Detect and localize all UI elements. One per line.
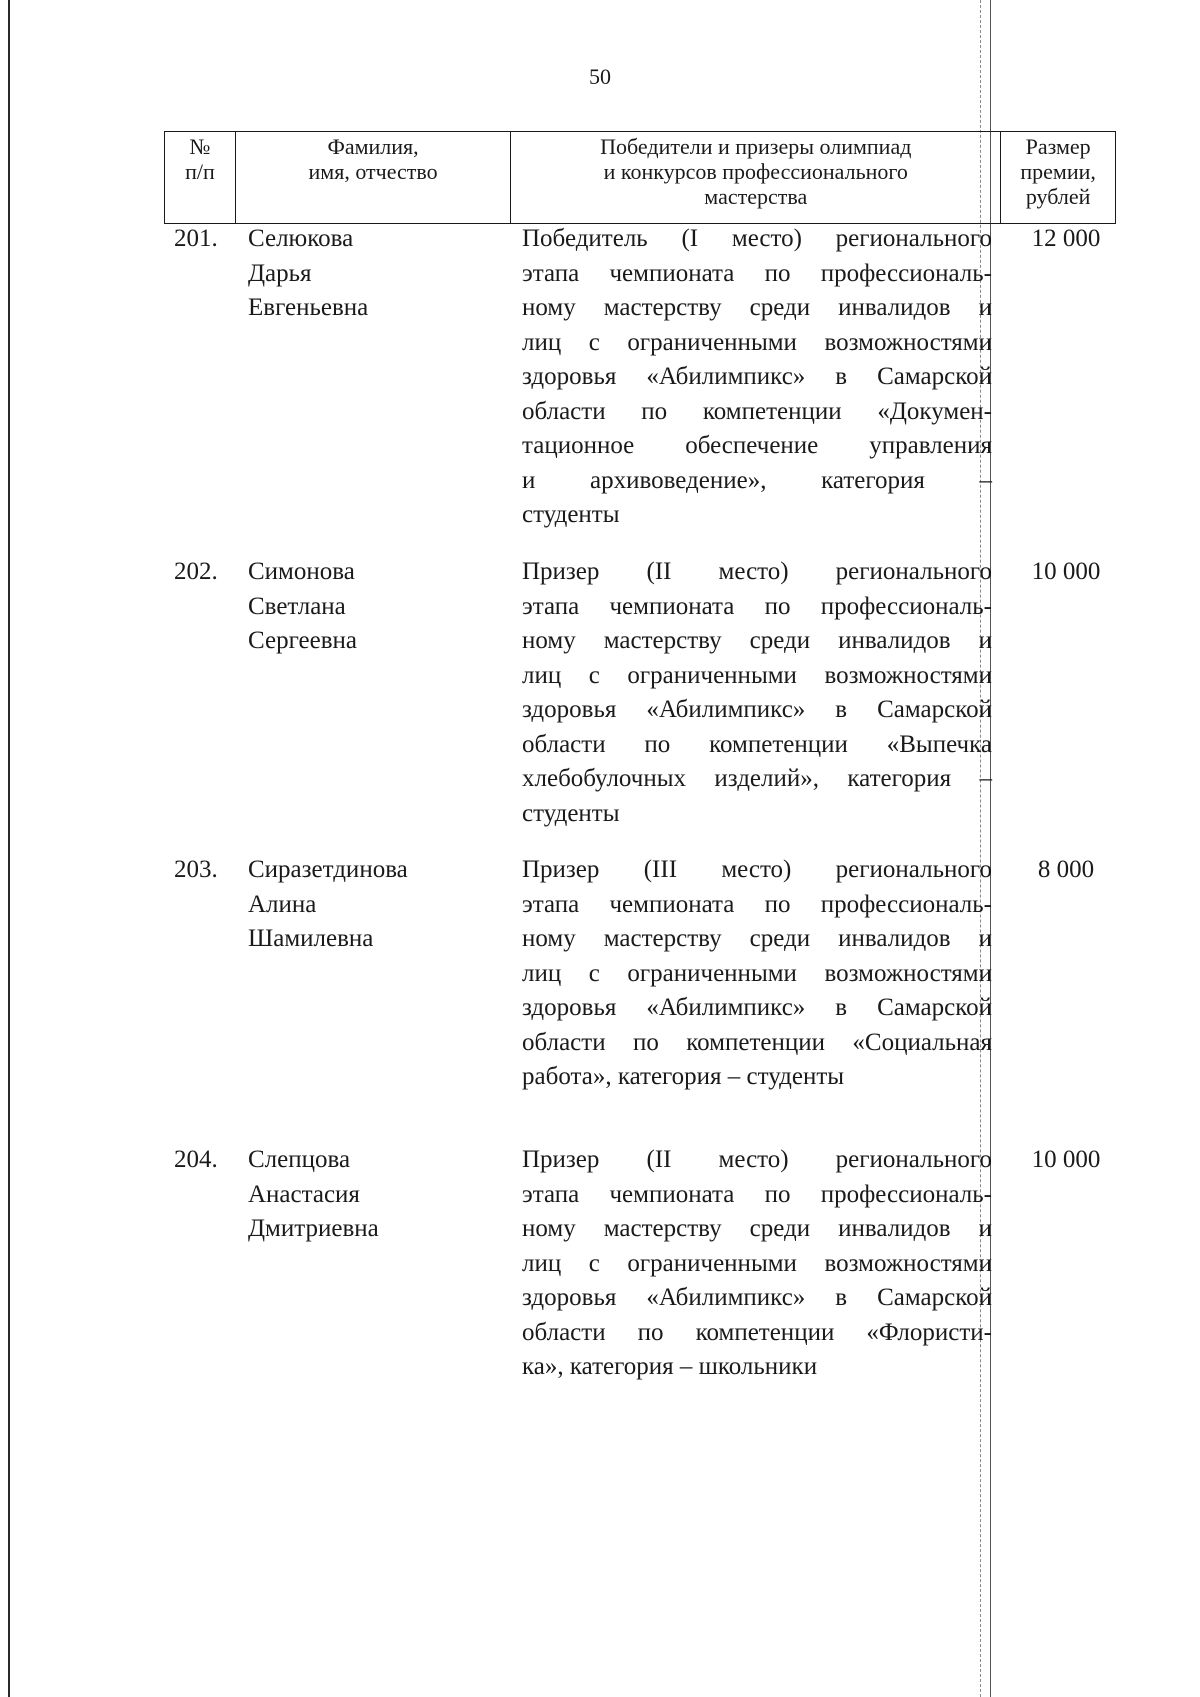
- header-number: [165, 132, 236, 223]
- name-line: Шамилевна: [248, 925, 374, 952]
- header-line: и конкурсов профессионального: [603, 159, 908, 184]
- desc-line: здоровья «Абилимпикс» в Самарской: [522, 994, 992, 1021]
- desc-line: Призер (III место) регионального: [522, 856, 992, 883]
- page-number: 50: [589, 64, 611, 89]
- name-line: Светлана: [248, 592, 346, 620]
- name-line: Сиразетдинова: [248, 856, 408, 883]
- row-full-name: [248, 222, 508, 326]
- desc-line: тационное обеспечение управления: [522, 432, 992, 459]
- desc-line: студенты: [522, 501, 620, 528]
- desc-line: здоровья «Абилимпикс» в Самарской: [522, 696, 992, 723]
- name-line: Алина: [248, 890, 317, 918]
- header-line: №: [189, 134, 211, 159]
- row-prize-amount: 8 000: [1037, 856, 1095, 883]
- desc-line: ному мастерству среди инвалидов и: [522, 925, 992, 952]
- row-achievement: [522, 222, 992, 533]
- desc-line: этапа чемпионата по профессиональ-: [522, 890, 992, 918]
- name-line: Слепцова: [248, 1146, 351, 1173]
- desc-line: этапа чемпионата по профессиональ-: [522, 259, 992, 287]
- row-number: 202.: [174, 558, 218, 585]
- desc-line: здоровья «Абилимпикс» в Самарской: [522, 1284, 992, 1311]
- desc-line: ному мастерству среди инвалидов и: [522, 294, 992, 321]
- name-line: Сергеевна: [248, 627, 357, 654]
- desc-line: ка», категория – школьники: [522, 1353, 818, 1380]
- row-prize-amount: 10 000: [1031, 558, 1101, 585]
- name-line: Симонова: [248, 558, 355, 585]
- desc-line: Призер (II место) регионального: [522, 558, 992, 585]
- header-line: премии,: [1020, 159, 1096, 184]
- header-line: Размер: [1025, 134, 1091, 159]
- row-prize-amount: 12 000: [1031, 225, 1101, 252]
- desc-line: области по компетенции «Выпечка: [522, 730, 992, 758]
- desc-line: хлебобулочных изделий», категория –: [522, 765, 992, 792]
- header-prize-amount: [1001, 132, 1115, 223]
- row-full-name: [248, 555, 508, 659]
- desc-line: этапа чемпионата по профессиональ-: [522, 592, 992, 620]
- desc-line: области по компетенции «Докумен-: [522, 397, 992, 425]
- row-achievement: [522, 1143, 992, 1385]
- row-achievement: [522, 853, 992, 1095]
- header-line: рублей: [1025, 184, 1091, 209]
- name-line: Дмитриевна: [248, 1215, 379, 1242]
- desc-line: работа», категория – студенты: [522, 1063, 845, 1090]
- desc-line: здоровья «Абилимпикс» в Самарской: [522, 363, 992, 390]
- desc-line: и архивоведение», категория –: [522, 466, 992, 494]
- desc-line: Призер (II место) регионального: [522, 1146, 992, 1173]
- row-achievement: [522, 555, 992, 831]
- row-full-name: [248, 1143, 508, 1247]
- table-header: [164, 131, 1116, 224]
- header-line: п/п: [185, 159, 215, 184]
- row-prize-amount: 10 000: [1031, 1146, 1101, 1173]
- header-line: Фамилия,: [327, 134, 419, 159]
- header-achievement: [511, 132, 1001, 223]
- name-line: Селюкова: [248, 225, 354, 252]
- row-number: 201.: [174, 225, 218, 252]
- header-line: мастерства: [704, 184, 808, 209]
- name-line: Евгеньевна: [248, 294, 369, 321]
- desc-line: ному мастерству среди инвалидов и: [522, 627, 992, 654]
- desc-line: студенты: [522, 799, 620, 827]
- scan-edge-left: [8, 0, 10, 1697]
- desc-line: лиц с ограниченными возможностями: [522, 1249, 992, 1277]
- desc-line: лиц с ограниченными возможностями: [522, 661, 992, 689]
- name-line: Дарья: [248, 259, 312, 287]
- desc-line: Победитель (I место) регионального: [522, 225, 992, 252]
- name-line: Анастасия: [248, 1180, 360, 1208]
- desc-line: области по компетенции «Социальная: [522, 1028, 992, 1056]
- header-full-name: [236, 132, 511, 223]
- row-number: 203.: [174, 856, 218, 883]
- desc-line: лиц с ограниченными возможностями: [522, 959, 992, 987]
- row-number: 204.: [174, 1146, 218, 1173]
- header-line: Победители и призеры олимпиад: [600, 134, 912, 159]
- desc-line: лиц с ограниченными возможностями: [522, 328, 992, 356]
- row-full-name: [248, 853, 508, 957]
- desc-line: области по компетенции «Флористи-: [522, 1318, 992, 1346]
- desc-line: этапа чемпионата по профессиональ-: [522, 1180, 992, 1208]
- desc-line: ному мастерству среди инвалидов и: [522, 1215, 992, 1242]
- header-line: имя, отчество: [308, 159, 438, 184]
